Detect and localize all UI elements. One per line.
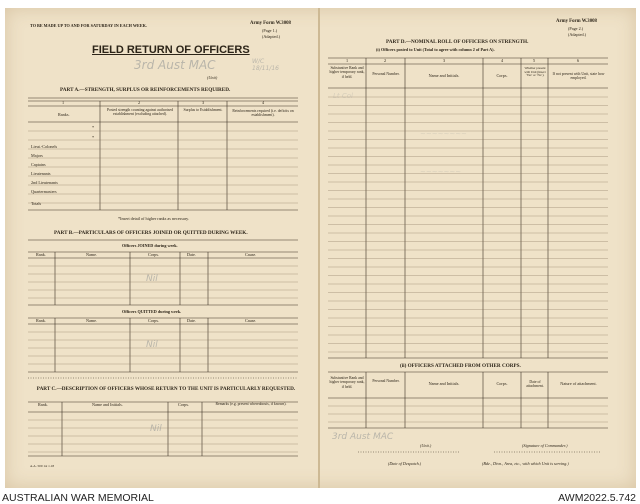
adapted-note: (Adapted.) (262, 34, 281, 39)
col-ranks: Ranks. (58, 112, 70, 117)
part-c-heading: PART C.—DESCRIPTION OF OFFICERS WHOSE RETURN TO THE UNIT IS PARTICULARLY REQUESTED. (36, 386, 296, 392)
part-a-footnote: *Insert detail of higher ranks as necessary. (118, 216, 190, 221)
col-header: Name. (86, 318, 98, 323)
rank-label: 2nd Lieutenants (31, 180, 58, 185)
col-header: Cause. (245, 318, 257, 323)
col-posted: Posted strength counting against authorised establishment (excluding attached). (106, 108, 173, 117)
part-d-heading: PART D.—NOMINAL ROLL OF OFFICERS ON STRENGTH. (386, 39, 529, 45)
col-header: Corps. (148, 318, 160, 323)
col-header: Name and Initials. (428, 381, 460, 386)
part-b-heading: PART B.—PARTICULARS OF OFFICERS JOINED OR QUITTED DURING WEEK. (54, 230, 248, 236)
quitted-subheading: Officers QUITTED during week. (122, 309, 182, 314)
col-header: Personal Number. (372, 379, 400, 383)
handwritten-nil: Nil (146, 340, 158, 350)
col-header: Whether present with Unit (Insert ‘Yes’ or ‘No’). (524, 66, 546, 78)
rank-label: Lieut.-Colonels (31, 144, 58, 149)
col-header: Rank. (36, 318, 46, 323)
col-header: Date of attachment. (526, 380, 544, 389)
faint-handwriting: ~~~~~~~~ (420, 130, 467, 138)
faint-handwriting: ~~~~~~~ (420, 168, 462, 176)
col-header: Remarks (e.g. present whereabouts, if known). (215, 402, 287, 406)
col-header: Corps. (496, 73, 508, 78)
handwritten-unit-right: 3rd Aust MAC (332, 432, 394, 442)
col-header: Corps. (178, 402, 190, 407)
handwritten-unit: 3rd Aust MAC (134, 58, 216, 72)
col-header: Name. (86, 252, 98, 257)
col-header: Personal Number. (372, 72, 400, 76)
col-num: 6 (577, 58, 580, 63)
col-header: Name and Initials. (92, 402, 123, 407)
part-d-subheading: (i) Officers posted to Unit (Total to agree with column 2 of Part A). (376, 47, 495, 52)
caption-strip (0, 490, 640, 504)
part-a-heading: PART A.—STRENGTH, SURPLUS OR REINFORCEMENTS REQUIRED. (60, 87, 231, 93)
despatch-label: (Date of Despatch.) (388, 461, 422, 466)
col-header: Corps. (148, 252, 160, 257)
page-number-right: (Page 2.) (568, 26, 584, 31)
print-code: A.A. 500 1st 1.18 (30, 464, 55, 468)
asterisk: * (92, 125, 95, 130)
unit-label-right: (Unit.) (420, 443, 432, 448)
joined-subheading: Officers JOINED during week. (122, 243, 178, 248)
col-num: 3 (443, 58, 446, 63)
col-num: 5 (533, 58, 536, 63)
rank-label: Captains (31, 162, 46, 167)
page-number: (Page 1.) (262, 28, 278, 33)
col-num: 2 (384, 58, 387, 63)
col-reinforcements: Reinforcements required (i.e. deficits on establishment). (232, 109, 294, 118)
col-num: 1 (346, 58, 349, 63)
col-header: Nature of attachment. (560, 381, 597, 386)
col-header: Name and Initials. (428, 73, 460, 78)
col-surplus: Surplus to Establishment. (183, 108, 223, 112)
col-num: 2 (138, 100, 141, 105)
col-header: Cause. (245, 252, 257, 257)
faint-handwriting: Lt Col (333, 92, 353, 100)
handwritten-stamp: W/C 18/11/16 (252, 58, 279, 72)
col-num: 1 (62, 100, 65, 105)
rank-label: Quartermasters (31, 189, 57, 194)
col-header: Rank. (36, 252, 46, 257)
col-header: Rank. (38, 402, 48, 407)
rank-label: Majors (31, 153, 43, 158)
signature-label: (Signature of Commander.) (522, 443, 568, 448)
unit-label: (Unit) (207, 75, 218, 80)
col-num: 4 (262, 100, 265, 105)
handwritten-nil: Nil (146, 274, 158, 284)
form-title: FIELD RETURN OF OFFICERS (92, 44, 250, 56)
army-form-number: Army Form W.3008 (250, 21, 291, 26)
col-num: 4 (501, 58, 504, 63)
col-header: Date. (187, 252, 196, 257)
col-header: Substantive Rank and higher temporary rank, if held. (329, 66, 365, 79)
asterisk: * (92, 135, 95, 140)
col-header: If not present with Unit, state how employed. (552, 72, 605, 81)
col-header: Date. (187, 318, 196, 323)
adapted-note-right: (Adapted.) (568, 32, 587, 37)
top-note: TO BE MADE UP TO AND FOR SATURDAY IN EACH WEEK. (30, 23, 147, 28)
caption-right: AWM2022.5.742 (558, 492, 636, 504)
col-num: 3 (202, 100, 205, 105)
handwritten-nil: Nil (150, 424, 162, 434)
rank-label: Lieutenants (31, 171, 51, 176)
part-d2-heading: (ii) OFFICERS ATTACHED FROM OTHER CORPS. (400, 363, 521, 369)
totals-label: Totals (31, 201, 42, 206)
col-header: Substantive Rank and higher temporary rank, if held. (329, 376, 365, 389)
army-form-number-right: Army Form W.3008 (556, 19, 597, 24)
col-header: Corps. (496, 381, 508, 386)
caption-left: AUSTRALIAN WAR MEMORIAL (2, 492, 154, 504)
bde-label: (Bde., Divn., Area, etc., with which Unit is serving.) (482, 461, 569, 466)
